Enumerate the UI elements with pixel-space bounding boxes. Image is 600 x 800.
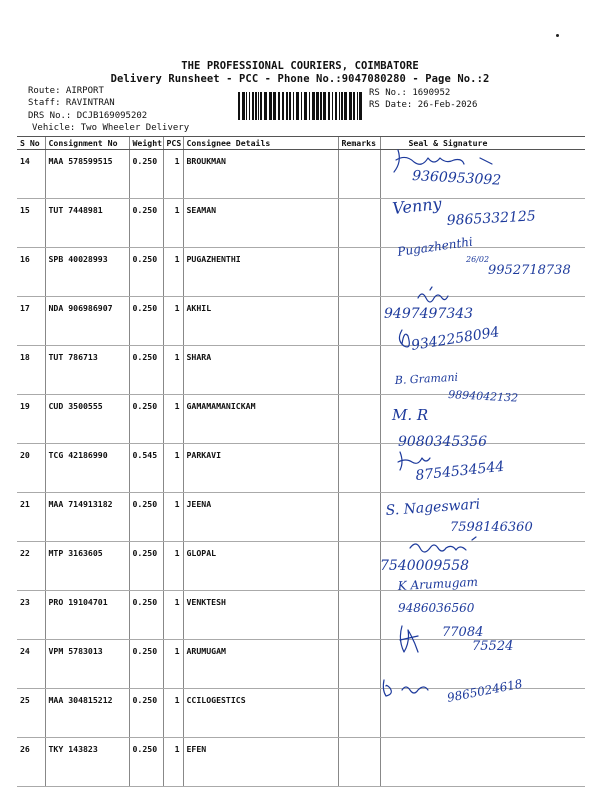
handwritten-name: M. R	[392, 406, 429, 424]
signature-mark	[410, 537, 476, 552]
rs-number: RS No.: 1690952	[369, 88, 451, 98]
cell-consignee: AKHIL	[183, 297, 338, 346]
vehicle-label: Vehicle: Two Wheeler Delivery	[32, 123, 190, 133]
cell-pcs: 1	[163, 297, 183, 346]
cell-sno: 18	[17, 346, 45, 395]
cell-consignee: BROUKMAN	[183, 150, 338, 199]
cell-pcs: 1	[163, 248, 183, 297]
cell-weight: 0.250	[129, 150, 163, 199]
handwritten-phone: 9497497343	[384, 306, 474, 322]
signature-mark	[418, 287, 448, 302]
handwritten-phone: 8754534544	[414, 458, 506, 484]
handwritten-name: Pugazhenthi	[396, 234, 474, 259]
col-signature: Seal & Signature	[380, 137, 585, 150]
handwritten-number: 77084	[442, 625, 484, 640]
cell-consignment: CUD 3500555	[45, 395, 129, 444]
cell-consignment: VPM 5783013	[45, 640, 129, 689]
handwritten-number: 75524	[472, 639, 514, 654]
handwritten-phone: 9865024618	[445, 676, 524, 705]
cell-pcs: 1	[163, 689, 183, 738]
cell-pcs: 1	[163, 738, 183, 787]
cell-sno: 17	[17, 297, 45, 346]
cell-pcs: 1	[163, 493, 183, 542]
cell-pcs: 1	[163, 444, 183, 493]
cell-consignment: TUT 786713	[45, 346, 129, 395]
cell-consignee: GLOPAL	[183, 542, 338, 591]
drs-number: DRS No.: DCJB169095202	[28, 111, 148, 121]
cell-pcs: 1	[163, 640, 183, 689]
cell-weight: 0.545	[129, 444, 163, 493]
cell-consignment: MAA 578599515	[45, 150, 129, 199]
cell-weight: 0.250	[129, 248, 163, 297]
cell-consignment: MTP 3163605	[45, 542, 129, 591]
cell-consignee: CCILOGESTICS	[183, 689, 338, 738]
signature-mark	[400, 626, 418, 652]
cell-consignee: PARKAVI	[183, 444, 338, 493]
cell-pcs: 1	[163, 542, 183, 591]
cell-sno: 19	[17, 395, 45, 444]
col-sno: S No	[17, 137, 45, 150]
handwritten-phone: 9080345356	[398, 434, 488, 450]
cell-weight: 0.250	[129, 346, 163, 395]
cell-pcs: 1	[163, 150, 183, 199]
handwritten-phone: 9360953092	[411, 168, 502, 189]
handwritten-name: Venny	[391, 193, 443, 218]
cell-consignee: PUGAZHENTHI	[183, 248, 338, 297]
cell-consignment: MAA 714913182	[45, 493, 129, 542]
cell-consignee: VENKTESH	[183, 591, 338, 640]
cell-consignment: MAA 304815212	[45, 689, 129, 738]
cell-weight: 0.250	[129, 493, 163, 542]
cell-sno: 24	[17, 640, 45, 689]
signature-mark	[399, 330, 409, 347]
cell-consignee: EFEN	[183, 738, 338, 787]
handwritten-phone: 9894042132	[447, 388, 519, 405]
staff-label: Staff: RAVINTRAN	[28, 98, 115, 108]
col-remarks: Remarks	[338, 137, 380, 150]
cell-consignment: TUT 7448981	[45, 199, 129, 248]
cell-consignee: SEAMAN	[183, 199, 338, 248]
handwritten-phone: 9865332125	[446, 208, 537, 229]
cell-pcs: 1	[163, 395, 183, 444]
handwritten-phone: 9486036560	[398, 601, 475, 615]
cell-weight: 0.250	[129, 591, 163, 640]
handwritten-name: S. Nageswari	[385, 496, 481, 519]
cell-pcs: 1	[163, 199, 183, 248]
cell-weight: 0.250	[129, 395, 163, 444]
col-pcs: PCS	[163, 137, 183, 150]
cell-consignment: PRO 19104701	[45, 591, 129, 640]
route-label: Route: AIRPORT	[28, 86, 104, 96]
col-consignee: Consignee Details	[183, 137, 338, 150]
cell-sno: 26	[17, 738, 45, 787]
runsheet-subtitle: Delivery Runsheet - PCC - Phone No.:9047080280 - Page No.:2	[110, 73, 490, 85]
handwritten-phone: 9952718738	[488, 263, 571, 278]
cell-sno: 20	[17, 444, 45, 493]
cell-weight: 0.250	[129, 297, 163, 346]
handwritten-name: K Arumugam	[397, 574, 479, 593]
cell-consignee: SHARA	[183, 346, 338, 395]
cell-sno: 15	[17, 199, 45, 248]
cell-pcs: 1	[163, 591, 183, 640]
handwritten-phone: 9342258094	[410, 324, 501, 354]
signature-mark	[383, 680, 428, 696]
cell-weight: 0.250	[129, 640, 163, 689]
cell-consignee: ARUMUGAM	[183, 640, 338, 689]
cell-sno: 22	[17, 542, 45, 591]
cell-consignment: NDA 906986907	[45, 297, 129, 346]
cell-consignee: GAMAMAMANICKAM	[183, 395, 338, 444]
cell-weight: 0.250	[129, 542, 163, 591]
company-title: THE PROFESSIONAL COURIERS, COIMBATORE	[181, 60, 419, 72]
col-consignment: Consignment No	[45, 137, 129, 150]
cell-sno: 25	[17, 689, 45, 738]
handwritten-date: 26/02	[466, 255, 490, 264]
cell-consignment: TCG 42186990	[45, 444, 129, 493]
col-weight: Weight	[129, 137, 163, 150]
cell-sno: 14	[17, 150, 45, 199]
cell-sno: 23	[17, 591, 45, 640]
cell-weight: 0.250	[129, 738, 163, 787]
handwritten-name: B. Gramani	[394, 370, 459, 387]
cell-consignment: TKY 143823	[45, 738, 129, 787]
cell-weight: 0.250	[129, 689, 163, 738]
cell-pcs: 1	[163, 346, 183, 395]
cell-sno: 16	[17, 248, 45, 297]
handwritten-phone: 7540009558	[380, 558, 470, 574]
rs-date: RS Date: 26-Feb-2026	[369, 100, 478, 110]
cell-weight: 0.250	[129, 199, 163, 248]
cell-consignee: JEENA	[183, 493, 338, 542]
cell-consignment: SPB 40028993	[45, 248, 129, 297]
handwritten-phone: 7598146360	[450, 520, 533, 535]
cell-sno: 21	[17, 493, 45, 542]
